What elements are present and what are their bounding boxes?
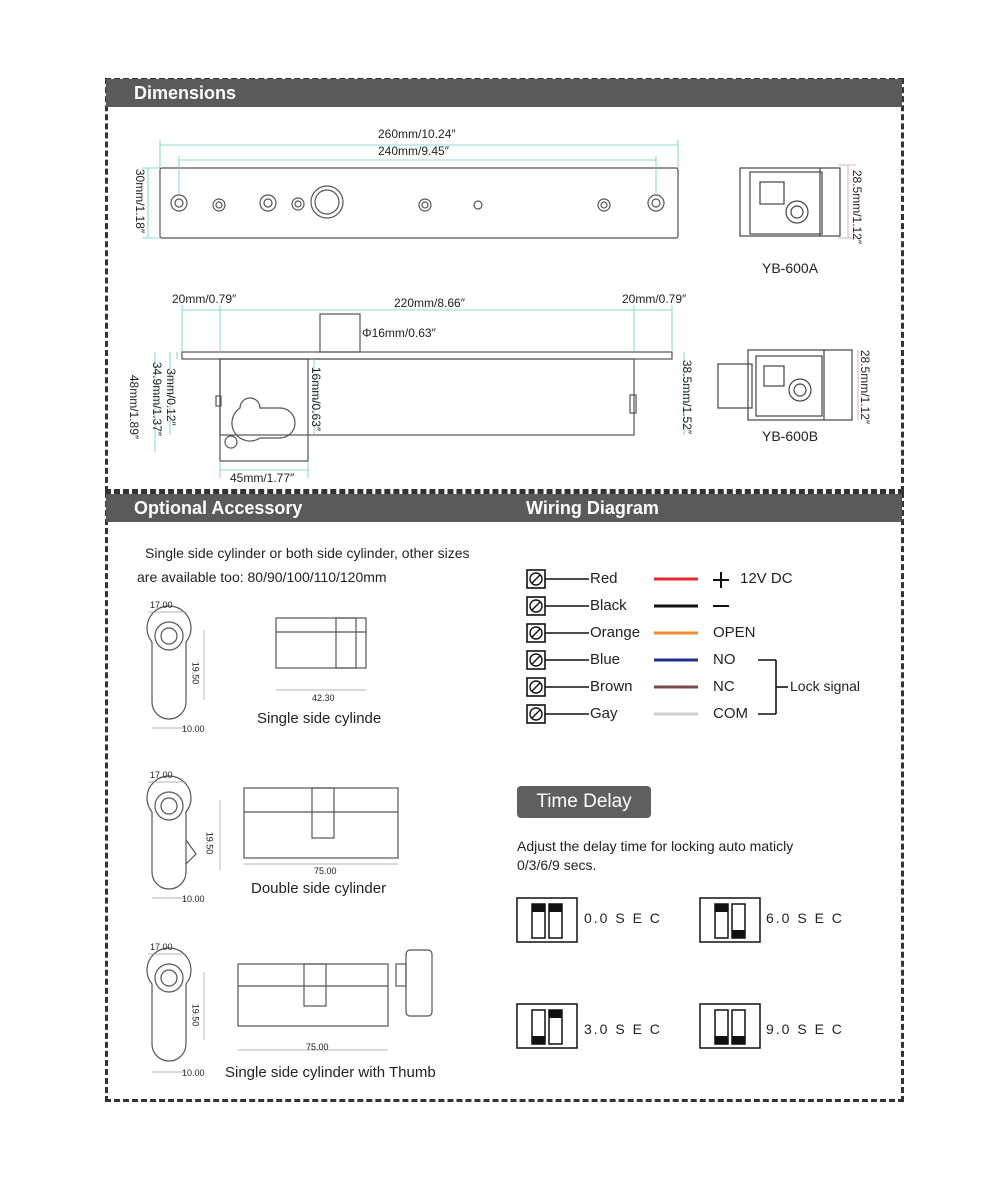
cyl3-dim-75: 75.00 xyxy=(306,1042,329,1052)
accessory-intro-line2: are available too: 80/90/100/110/120mm xyxy=(137,569,387,585)
dip-knob xyxy=(532,904,545,912)
time-delay-desc1: Adjust the delay time for locking auto maticly xyxy=(517,838,794,854)
dim-right-height: 38.5mm/1.52″ xyxy=(680,359,695,435)
cyl1-dim-1950: 19.50 xyxy=(190,661,201,685)
dim-side-a-height: 28.5mm/1.12″ xyxy=(850,169,865,245)
single-cylinder-caption: Single side cylinde xyxy=(257,710,382,727)
cylinder-profile-1 xyxy=(147,606,191,719)
thumb-cylinder-side xyxy=(238,964,388,1026)
terminal-screw-slot xyxy=(532,710,540,718)
terminal-screw-slot xyxy=(532,575,540,583)
yb600a-end-view xyxy=(740,168,840,236)
cyl3-dim-17: 17.00 xyxy=(150,942,173,952)
time-delay-desc2: 0/3/6/9 secs. xyxy=(517,857,597,873)
cyl2-dim-1950: 19.50 xyxy=(204,831,215,855)
cyl3-dim-1950: 19.50 xyxy=(190,1003,201,1027)
delay-setting-3: 3.0 S E C xyxy=(584,1021,662,1037)
dimensions-title: Dimensions xyxy=(134,83,237,103)
cyl2-dim-75: 75.00 xyxy=(314,866,337,876)
wire-function: COM xyxy=(713,705,748,722)
cyl2-dim-10: 10.00 xyxy=(182,894,205,904)
dim-body-depth: 34.9mm/1.37″ xyxy=(150,361,165,437)
dim-top-overall: 260mm/10.24″ xyxy=(378,127,456,141)
wire-function: NC xyxy=(713,678,735,695)
delay-setting-0: 0.0 S E C xyxy=(584,910,662,926)
cyl1-dim-4230: 42.30 xyxy=(312,693,335,703)
dim-bolt-diameter: Φ16mm/0.63″ xyxy=(362,326,436,340)
yb600b-end-view xyxy=(718,350,852,420)
wire-name: Gay xyxy=(590,705,618,722)
dim-side-b-height: 28.5mm/1.12″ xyxy=(858,349,873,425)
double-cylinder-caption: Double side cylinder xyxy=(251,880,387,897)
cyl1-dim-10: 10.00 xyxy=(182,724,205,734)
terminal-screw-slot xyxy=(532,683,540,691)
wire-name: Blue xyxy=(590,651,621,668)
dim-plate-thickness: 3mm/0.12″ xyxy=(163,368,178,426)
dim-bolt-length: 16mm/0.63″ xyxy=(309,366,324,432)
wire-function: OPEN xyxy=(713,624,756,641)
dim-top-holes: 240mm/9.45″ xyxy=(378,144,449,158)
top-hole xyxy=(474,201,482,209)
top-bolt-hole xyxy=(311,186,343,218)
double-cylinder-side xyxy=(244,788,398,858)
dim-right-margin: 20mm/0.79″ xyxy=(622,292,687,306)
delay-setting-9: 9.0 S E C xyxy=(766,1021,844,1037)
accessory-intro-line1: Single side cylinder or both side cylinder, other sizes xyxy=(145,545,470,561)
dim-cyl-width: 45mm/1.77″ xyxy=(230,471,295,485)
wire-name: Black xyxy=(590,597,627,614)
cyl3-dim-10: 10.00 xyxy=(182,1068,205,1078)
top-hole xyxy=(260,195,276,211)
model-a-label: YB-600A xyxy=(762,260,819,276)
thumb-cylinder-caption: Single side cylinder with Thumb xyxy=(225,1064,436,1081)
dim-mid-span: 220mm/8.66″ xyxy=(394,296,465,310)
delay-setting-6: 6.0 S E C xyxy=(766,910,844,926)
top-hole xyxy=(292,198,304,210)
time-delay-badge: Time Delay xyxy=(517,786,651,818)
top-hole xyxy=(419,199,431,211)
dim-total-depth: 48mm/1.89″ xyxy=(127,374,142,440)
top-hole xyxy=(171,195,187,211)
lock-signal-label: Lock signal xyxy=(790,678,861,694)
cyl1-dim-17: 17.00 xyxy=(150,600,173,610)
top-hole xyxy=(598,199,610,211)
dip-switch-0 xyxy=(517,898,577,942)
terminal-screw-slot xyxy=(532,602,540,610)
terminal-screw-slot xyxy=(532,656,540,664)
accessory-title: Optional Accessory xyxy=(134,498,303,518)
wire-function: NO xyxy=(713,651,736,668)
single-cylinder-side xyxy=(276,618,366,668)
wire-name: Brown xyxy=(590,678,633,695)
wire-function: 12V DC xyxy=(740,570,793,587)
dim-top-height: 30mm/1.18″ xyxy=(133,168,148,234)
top-hole xyxy=(648,195,664,211)
terminal-screw-slot xyxy=(532,629,540,637)
model-b-label: YB-600B xyxy=(762,428,819,444)
dim-left-margin: 20mm/0.79″ xyxy=(172,292,237,306)
wire-name: Red xyxy=(590,570,618,587)
cylinder-profile-3 xyxy=(147,948,191,1061)
wiring-title: Wiring Diagram xyxy=(526,498,659,518)
cyl2-dim-17: 17.00 xyxy=(150,770,173,780)
wire-name: Orange xyxy=(590,624,641,641)
top-hole xyxy=(213,199,225,211)
lock-signal-bracket xyxy=(758,660,788,714)
polarity-marks xyxy=(713,572,729,606)
cylinder-profile-2 xyxy=(147,776,196,889)
